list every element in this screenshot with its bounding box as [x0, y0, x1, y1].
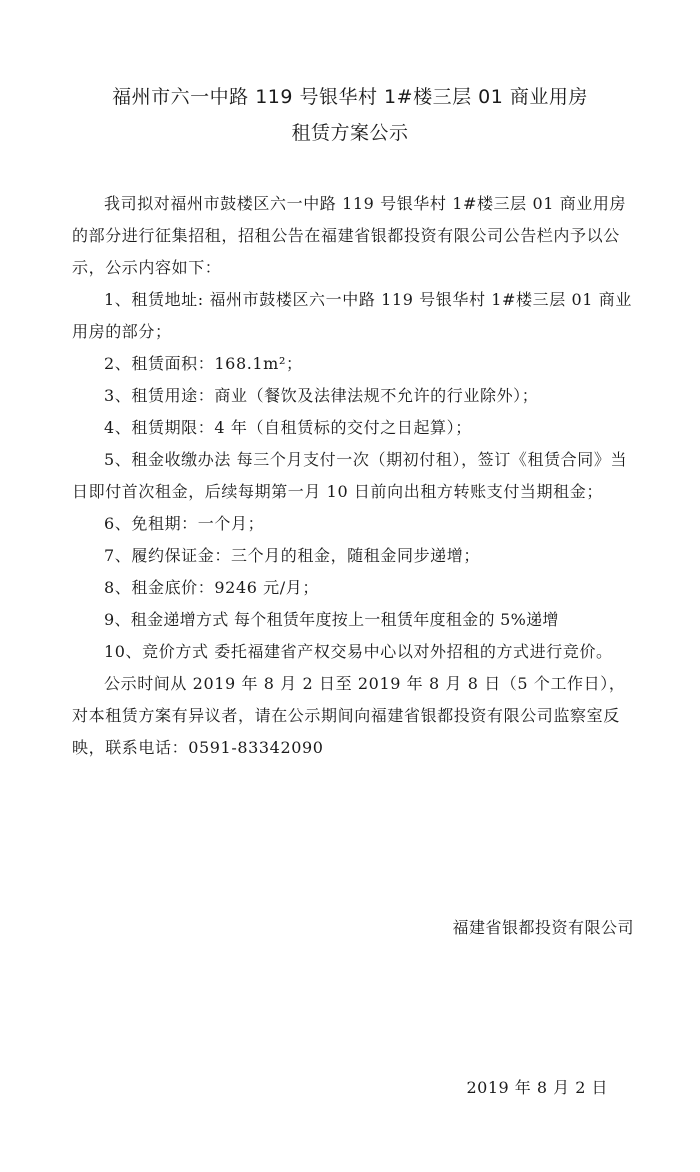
- document-title-line-1: 福州市六一中路 119 号银华村 1#楼三层 01 商业用房: [112, 86, 588, 108]
- list-item-6: 6、免租期：一个月；: [104, 514, 265, 533]
- list-item-4: 4、租赁期限：4 年（自租赁标的交付之日起算）；: [104, 418, 472, 437]
- list-item-5: 5、租金收缴办法 每三个月支付一次（期初付租），签订《租赁合同》当日即付首次租金，后续每期第一月 10 日前向出租方转账支付当期租金；: [72, 450, 628, 501]
- document-body: [72, 188, 638, 764]
- issuer-signature: 福建省银都投资有限公司: [452, 918, 634, 937]
- list-item-1: 1、租赁地址: 福州市鼓楼区六一中路 119 号银华村 1#楼三层 01 商业用房的部分；: [72, 290, 632, 341]
- objection-paragraph: 对本租赁方案有异议者，请在公示期间向福建省银都投资有限公司监察室反映，联系电话：0591-83342090: [72, 706, 620, 757]
- notice-period-paragraph: 公示时间从 2019 年 8 月 2 日至 2019 年 8 月 8 日（5 个工作日），: [104, 674, 626, 693]
- intro-paragraph: 我司拟对福州市鼓楼区六一中路 119 号银华村 1#楼三层 01 商业用房的部分进行征集招租，招租公告在福建省银都投资有限公司公告栏内予以公示，公示内容如下：: [72, 194, 627, 277]
- list-item-2: 2、租赁面积：168.1m²；: [104, 354, 303, 373]
- document-title-line-2: 租赁方案公示: [291, 122, 409, 144]
- list-item-3: 3、租赁用途：商业（餐饮及法律法规不允许的行业除外）；: [104, 386, 539, 405]
- list-item-7: 7、履约保证金：三个月的租金，随租金同步递增；: [104, 546, 480, 565]
- issue-date: 2019 年 8 月 2 日: [466, 1078, 608, 1097]
- list-item-10: 10、竞价方式 委托福建省产权交易中心以对外招租的方式进行竞价。: [104, 642, 613, 661]
- list-item-9: 9、租金递增方式 每个租赁年度按上一租赁年度租金的 5%递增: [104, 610, 559, 629]
- list-item-8: 8、租金底价：9246 元/月；: [104, 578, 319, 597]
